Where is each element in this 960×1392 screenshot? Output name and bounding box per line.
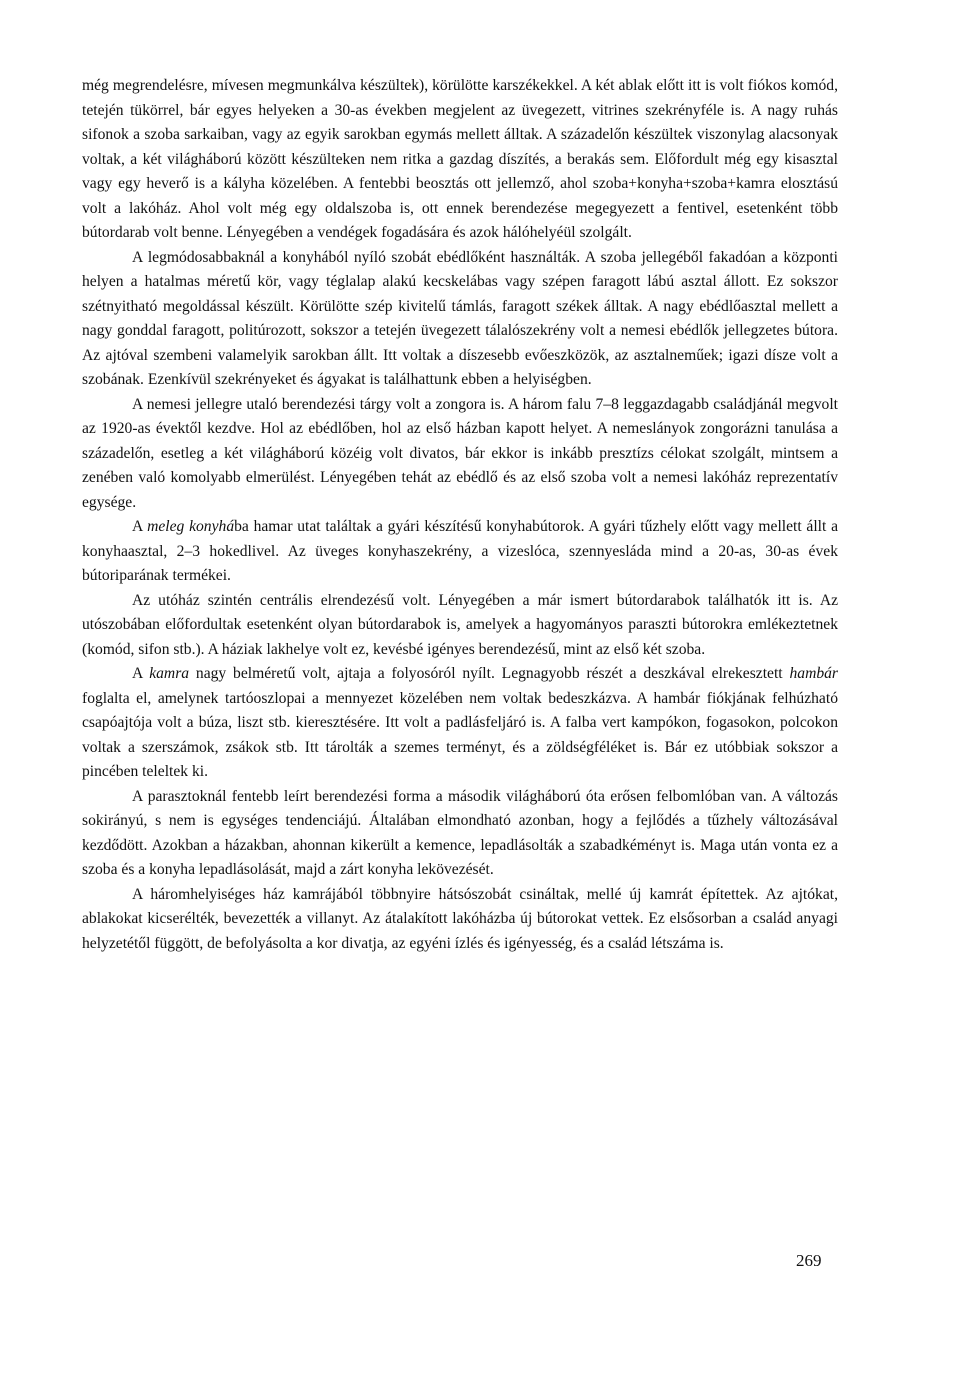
paragraph-6 <box>82 662 838 785</box>
paragraph-7: A parasztoknál fentebb leírt berendezési forma a második világháború óta erősen felbomlóban van. A változás sokirányú, s nem is egységes tendenciájú. Általában elmondható azonban, hogy a fejlődés a tűzhely változásával kezdődött. Azokban a házakban, ahonnan kikerült a kemence, lepadlásolták a szabadkéményt is. Maga után vonta ez a szoba és a konyha lepadlásolását, majd a zárt konyha lekövezését. <box>82 787 838 878</box>
paragraph-6-rest: foglalta el, amelynek tartóoszlopai a mennyezet közelében nem voltak bedeszkázva. A hambár fiókjának felhúzható csapóajtója volt a búza, liszt stb. kieresztésére. Itt volt a padlásfeljáró is. A falba vert kampókon, fogasokon, polcokon voltak a szerszámok, zsákok stb. Itt tárolták a szemes terményt, és a zöldségféléket is. Bár ez utóbbiak sokszor a pincében teleltek ki. <box>82 689 838 780</box>
paragraph-6-middle: nagy belméretű volt, ajtaja a folyosóról nyílt. Legnagyobb részét a deszkával elrekesztett <box>189 665 790 682</box>
term-kamra: kamra <box>149 665 190 682</box>
page-number: 269 <box>796 1251 822 1270</box>
paragraph-4-start: A <box>132 518 148 535</box>
paragraph-2: A legmódosabbaknál a konyhából nyíló szobát ebédlőként használták. A szoba jellegéből fakadóan a központi helyen a hatalmas méretű kör, vagy téglalap alakú kecskelábas vagy szépen faragott lábú asztal állott. Ez sokszor szétnyitható megoldással készült. Körülötte szép kivitelű támlás, faragott székek álltak. A nagy ebédlőasztal mellett a nagy gonddal faragott, politúrozott, sokszor a tetején üvegezett tálalószekrény volt a nemesi ebédlők jellegzetes bútora. Az ajtóval szembeni valamelyik sarokban állt. Itt voltak a díszesebb evőeszközök, az asztalneműek; igazi dísze volt a szobának. Ezenkívül szekrényeket és ágyakat is találhattunk ebben a helyiségben. <box>82 248 838 388</box>
page-body <box>82 74 838 956</box>
term-hambar: hambár <box>789 665 838 682</box>
term-meleg-konyha: meleg konyhá <box>147 518 235 535</box>
paragraph-3: A nemesi jellegre utaló berendezési tárgy volt a zongora is. A három falu 7–8 leggazdagabb családjánál megvolt az 1920-as évektől kezdve. Hol az ebédlőben, hol az első házban kapott helyet. A nemeslányok zongorázni tanulása a századelőn, esetleg a két világháború közéig volt divatos, bár ekkor is inkább presztízs célokat szolgált, mintsem a zenében való komolyabb elmerülést. Lényegében tehát az ebédlő és az első szoba volt a nemesi lakóház reprezentatív egysége. <box>82 395 838 511</box>
paragraph-5: Az utóház szintén centrális elrendezésű volt. Lényegében a már ismert bútordarabok találhatók itt is. Az utószobában előfordultak esetenként olyan bútordarabok is, amelyek a hagyományos paraszti bútorokra emlékeztetnek (komód, sifon stb.). A háziak lakhelye volt ez, kevésbé igényes berendezésű, mint az első két szoba. <box>82 591 838 658</box>
paragraph-6-start: A <box>132 665 150 682</box>
paragraph-4-rest: ba hamar utat találtak a gyári készítésű konyhabútorok. A gyári tűzhely előtt vagy mellett állt a konyhaasztal, 2–3 hokedlivel. Az üveges konyhaszekrény, a vizeslóca, szennyesláda mind a 20-as, 30-as évek bútoriparának termékei. <box>82 518 838 584</box>
paragraph-4 <box>82 515 838 589</box>
paragraph-1: még megrendelésre, mívesen megmunkálva készültek), körülötte karszékekkel. A két ablak előtt itt is volt fiókos komód, tetején tükörrel, bár egyes helyeken a 30-as években megjelent az üvegezett, vitrines szekrényféle is. A nagy ruhás sifonok a szoba sarkaiban, vagy az egyik sarokban egymás mellett álltak. A századelőn készültek viszonylag alacsonyak voltak, a két világháború között készülteken nem ritka a gazdag díszítés, a berakás sem. Előfordult még egy kisasztal vagy egy heverő is a kályha közelében. A fentebbi beosztás ott jellemző, ahol szoba+konyha+szoba+kamra elosztású volt a lakóház. Ahol volt még egy oldalszoba is, ott ennek berendezése megegyezett a fentivel, esetenként több bútordarab volt benne. Lényegében a vendégek fogadására és azok hálóhelyéül szolgált. <box>82 77 838 241</box>
paragraph-8: A háromhelyiséges ház kamrájából többnyire hátsószobát csináltak, mellé új kamrát építettek. Az ajtókat, ablakokat kicserélték, bevezették a villanyt. Az átalakított lakóházba új bútorokat vettek. Ez elsősorban a család anyagi helyzetétől függött, de befolyásolta a kor divatja, az egyéni ízlés és igényesség, és a család létszáma is. <box>82 885 838 952</box>
